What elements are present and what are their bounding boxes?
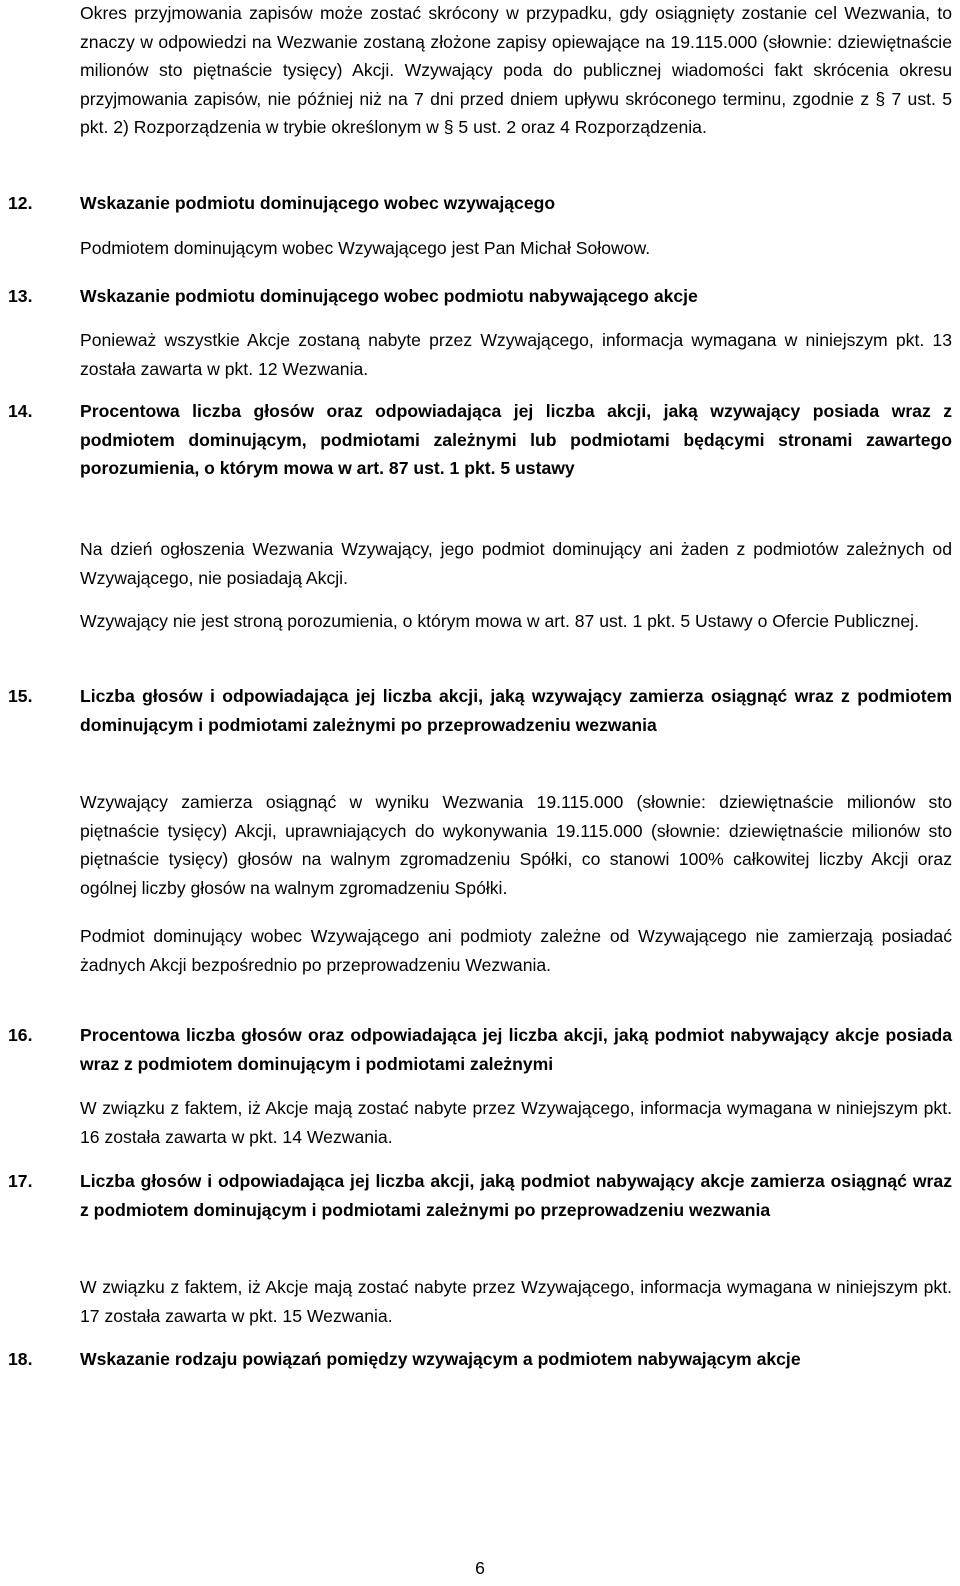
section-paragraph: Podmiotem dominującym wobec Wzywającego jest Pan Michał Sołowow. xyxy=(80,238,651,258)
section-paragraph: Podmiot dominujący wobec Wzywającego ani podmioty zależne od Wzywającego nie zamierzają posiadać żadnych Akcji bezpośrednio po przeprowadzeniu Wezwania. xyxy=(80,926,952,975)
section-heading: Procentowa liczba głosów oraz odpowiadająca jej liczba akcji, jaką podmiot nabywający akcje posiada wraz z podmiotem dominującym i podmiotami zależnymi xyxy=(80,1025,952,1074)
section-paragraph: Wzywający nie jest stroną porozumienia, o którym mowa w art. 87 ust. 1 pkt. 5 Ustawy o Ofercie Publicznej. xyxy=(80,611,919,631)
section-number: 15. xyxy=(8,686,33,706)
section-heading: Wskazanie podmiotu dominującego wobec podmiotu nabywającego akcje xyxy=(80,286,698,306)
section-heading: Liczba głosów i odpowiadająca jej liczba akcji, jaką wzywający zamierza osiągnąć wraz z podmiotem dominującym i podmiotami zależnymi po przeprowadzeniu wezwania xyxy=(80,686,952,735)
section-number: 13. xyxy=(8,286,33,306)
page-number: 6 xyxy=(475,1558,485,1578)
section-number: 14. xyxy=(8,401,33,421)
section-paragraph: Na dzień ogłoszenia Wezwania Wzywający, jego podmiot dominujący ani żaden z podmiotów zależnych od Wzywającego, nie posiadają Akcji. xyxy=(80,539,952,588)
section-number: 18. xyxy=(8,1349,33,1369)
section-paragraph: Ponieważ wszystkie Akcje zostaną nabyte przez Wzywającego, informacja wymagana w niniejszym pkt. 13 została zawarta w pkt. 12 Wezwania. xyxy=(80,330,952,379)
section-number: 12. xyxy=(8,193,33,213)
section-heading: Liczba głosów i odpowiadająca jej liczba akcji, jaką podmiot nabywający akcje zamierza osiągnąć wraz z podmiotem dominującym i podmiotami zależnymi po przeprowadzeniu wezwania xyxy=(80,1171,952,1220)
section-paragraph: Wzywający zamierza osiągnąć w wyniku Wezwania 19.115.000 (słownie: dziewiętnaście milionów sto piętnaście tysięcy) Akcji, uprawniających do wykonywania 19.115.000 (słownie: dziewiętnaście milionów sto piętnaście tysięcy) głosów na walnym zgromadzeniu Spółki, co stanowi 100% całkowitej liczby Akcji oraz ogólnej liczby głosów na walnym zgromadzeniu Spółki. xyxy=(80,792,952,898)
section-heading: Procentowa liczba głosów oraz odpowiadająca jej liczba akcji, jaką wzywający posiada wraz z podmiotem dominującym, podmiotami zależnymi lub podmiotami będącymi stronami zawartego porozumienia, o którym mowa w art. 87 ust. 1 pkt. 5 ustawy xyxy=(80,401,952,478)
section-heading: Wskazanie rodzaju powiązań pomiędzy wzywającym a podmiotem nabywającym akcje xyxy=(80,1349,801,1369)
intro-paragraph: Okres przyjmowania zapisów może zostać skrócony w przypadku, gdy osiągnięty zostanie cel Wezwania, to znaczy w odpowiedzi na Wezwanie zostaną złożone zapisy opiewające na 19.115.000 (słownie: dziewiętnaście milionów sto piętnaście tysięcy) Akcji. Wzywający poda do publicznej wiadomości fakt skrócenia okresu przyjmowania zapisów, nie później niż na 7 dni przed dniem upływu skróconego terminu, zgodnie z § 7 ust. 5 pkt. 2) Rozporządzenia w trybie określonym w § 5 ust. 2 oraz 4 Rozporządzenia. xyxy=(80,3,952,137)
section-number: 16. xyxy=(8,1025,33,1045)
section-heading: Wskazanie podmiotu dominującego wobec wzywającego xyxy=(80,193,556,213)
section-number: 17. xyxy=(8,1171,33,1191)
section-paragraph: W związku z faktem, iż Akcje mają zostać nabyte przez Wzywającego, informacja wymagana w niniejszym pkt. 17 została zawarta w pkt. 15 Wezwania. xyxy=(80,1277,952,1326)
section-paragraph: W związku z faktem, iż Akcje mają zostać nabyte przez Wzywającego, informacja wymagana w niniejszym pkt. 16 została zawarta w pkt. 14 Wezwania. xyxy=(80,1098,952,1147)
